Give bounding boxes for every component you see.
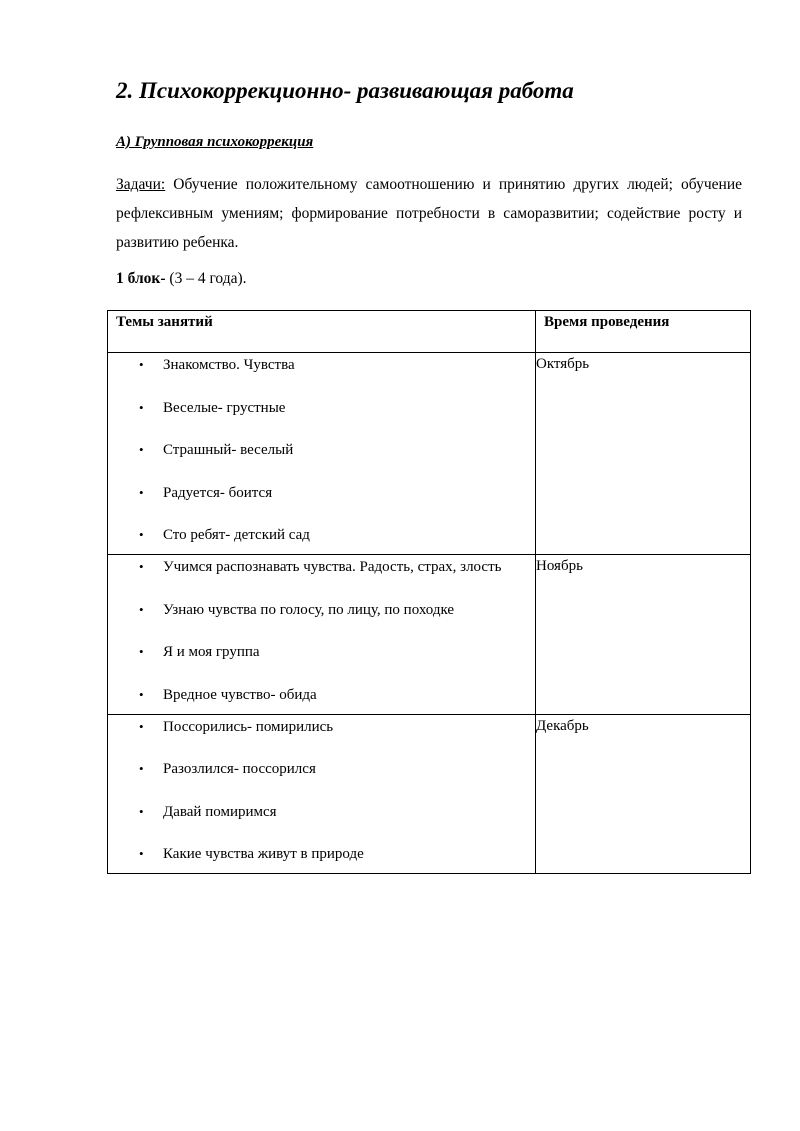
list-item [108, 684, 535, 706]
bullet-icon: • [139, 718, 144, 734]
bullet-icon: • [139, 846, 144, 861]
list-item [108, 354, 535, 397]
topic-text: Веселые- грустные [163, 399, 286, 416]
month-cell: Ноябрь [536, 555, 751, 715]
topics-cell [108, 353, 536, 555]
list-item [108, 524, 535, 546]
topic-text: Я и моя группа [163, 644, 260, 660]
block-label: 1 блок- [116, 270, 166, 287]
bullet-icon: • [139, 484, 144, 500]
table-row [108, 555, 751, 715]
list-item [108, 716, 535, 759]
topic-text: Поссорились- помирились [163, 718, 334, 735]
topics-list [108, 353, 535, 554]
bullet-icon: • [139, 442, 144, 457]
bullet-icon: • [139, 559, 144, 574]
month-cell: Октябрь [536, 353, 751, 555]
bullet-icon: • [139, 803, 144, 819]
list-item [108, 397, 535, 440]
list-item [108, 482, 535, 525]
topic-text: Давай помиримся [163, 803, 277, 820]
topics-cell [108, 714, 536, 874]
block-heading [116, 268, 247, 290]
topics-cell [108, 555, 536, 715]
bullet-icon: • [139, 686, 144, 702]
list-item [108, 556, 535, 599]
section-subtitle: А) Групповая психокоррекция [116, 134, 314, 150]
bullet-icon: • [139, 357, 144, 372]
list-item [108, 599, 535, 642]
bullet-icon: • [139, 644, 144, 659]
tasks-text: Обучение положительному самоотношению и принятию других людей; обучение рефлексивным умениям; формирование потребности в саморазвитии; содействие росту и развитию ребенка. [116, 176, 742, 251]
header-topics: Темы занятий [108, 311, 536, 353]
topic-text: Учимся распознавать чувства. Радость, страх, злость [163, 559, 502, 575]
tasks-label: Задачи: [116, 176, 166, 193]
tasks-paragraph [116, 170, 742, 257]
bullet-icon: • [139, 399, 144, 415]
topic-text: Сто ребят- детский сад [163, 527, 310, 543]
topics-list [108, 715, 535, 874]
topic-text: Разозлился- поссорился [163, 761, 316, 777]
list-item [108, 439, 535, 482]
topic-text: Страшный- веселый [163, 442, 294, 458]
topic-text: Какие чувства живут в природе [163, 846, 364, 862]
bullet-icon: • [139, 601, 144, 617]
table-header-row [108, 311, 751, 353]
topic-text: Узнаю чувства по голосу, по лицу, по походке [163, 601, 455, 618]
topics-list [108, 555, 535, 714]
bullet-icon: • [139, 761, 144, 776]
page-title: 2. Психокоррекционно- развивающая работа [116, 78, 574, 103]
list-item [108, 641, 535, 684]
topic-text: Радуется- боится [163, 484, 273, 501]
table-row [108, 353, 751, 555]
month-cell: Декабрь [536, 714, 751, 874]
topic-text: Знакомство. Чувства [163, 357, 295, 373]
bullet-icon: • [139, 527, 144, 542]
list-item [108, 801, 535, 844]
list-item [108, 758, 535, 801]
block-age-range: (3 – 4 года). [165, 270, 247, 287]
schedule-table [107, 310, 751, 874]
list-item [108, 843, 535, 865]
header-time: Время проведения [536, 311, 751, 353]
topic-text: Вредное чувство- обида [163, 686, 317, 703]
table-row [108, 714, 751, 874]
